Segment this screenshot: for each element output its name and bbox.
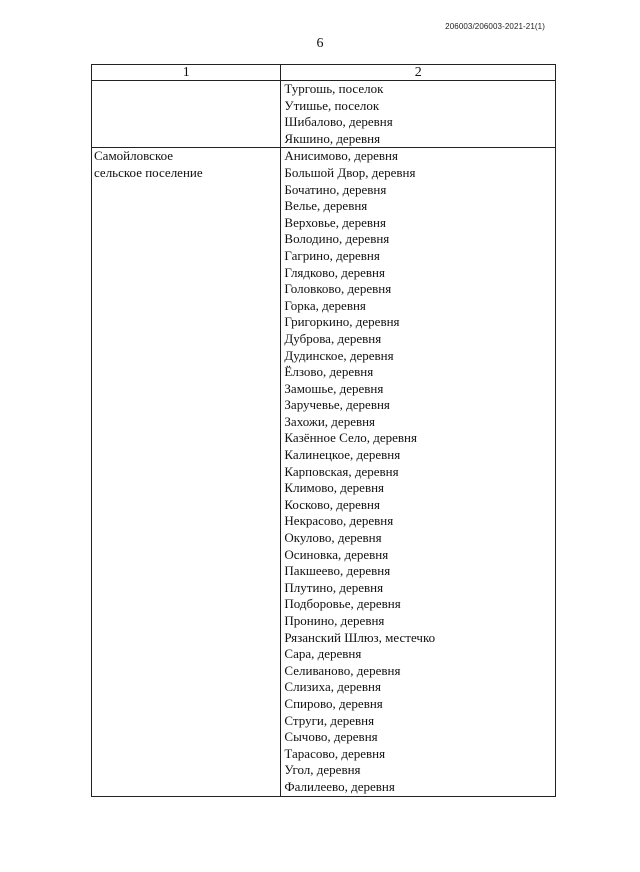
settlement-item: Гагрино, деревня (284, 247, 380, 263)
settlement-item: Анисимово, деревня (284, 148, 398, 164)
settlement-item: Дудинское, деревня (284, 347, 394, 363)
settlement-item: Подборовье, деревня (284, 596, 401, 612)
settlements-table (91, 64, 556, 797)
page-number: 6 (316, 36, 324, 51)
settlement-item: Володино, деревня (284, 231, 390, 247)
district-cell (92, 148, 281, 796)
settlement-item: Слизиха, деревня (284, 679, 381, 695)
settlement-item: Шибалово, деревня (284, 114, 393, 130)
settlement-item: Климово, деревня (284, 480, 385, 496)
column-header-2: 2 (281, 65, 556, 81)
settlement-item: Ёлзово, деревня (284, 364, 374, 380)
district-name-line: сельское поселение (94, 164, 203, 180)
settlement-item: Глядково, деревня (284, 264, 385, 280)
settlement-item: Заручевье, деревня (284, 397, 390, 413)
settlement-item: Замошье, деревня (284, 380, 384, 396)
settlement-item: Верховье, деревня (284, 214, 386, 230)
settlement-item: Якшино, деревня (284, 130, 381, 146)
settlement-item: Некрасово, деревня (284, 513, 394, 529)
settlement-item: Казённое Село, деревня (284, 430, 417, 446)
column-header-1: 1 (92, 65, 281, 81)
settlement-item: Калинецкое, деревня (284, 447, 401, 463)
settlement-item: Сара, деревня (284, 646, 362, 662)
settlement-item: Горка, деревня (284, 297, 366, 313)
settlement-item: Бочатино, деревня (284, 181, 387, 197)
settlement-item: Велье, деревня (284, 198, 368, 214)
settlement-item: Головково, деревня (284, 281, 392, 297)
table-body (92, 65, 556, 797)
settlement-item: Дуброва, деревня (284, 330, 382, 346)
settlements-cell (281, 81, 556, 148)
settlement-item: Большой Двор, деревня (284, 164, 416, 180)
settlement-item: Пронино, деревня (284, 613, 385, 628)
settlement-item: Тарасово, деревня (284, 745, 386, 761)
settlement-item: Григоркино, деревня (284, 314, 400, 330)
table-row (92, 148, 556, 796)
settlement-item: Спирово, деревня (284, 695, 383, 711)
district-name-line: Самойловское (94, 148, 174, 164)
settlement-item: Плутино, деревня (284, 579, 384, 595)
settlement-item: Пакшеево, деревня (284, 563, 391, 579)
document-code: 206003/206003-2021-21(1) (445, 22, 545, 31)
settlement-item: Струги, деревня (284, 712, 375, 728)
settlement-item: Тургошь, поселок (284, 81, 384, 96)
table-header-row (92, 65, 556, 81)
settlement-item: Карповская, деревня (284, 463, 399, 479)
table-row (92, 81, 556, 148)
district-cell (92, 81, 281, 148)
settlement-item: Окулово, деревня (284, 530, 382, 546)
settlement-item: Угол, деревня (284, 762, 361, 778)
settlement-item: Фалилеево, деревня (284, 778, 395, 794)
settlement-item: Косково, деревня (284, 496, 380, 512)
settlement-item: Осиновка, деревня (284, 546, 389, 562)
settlement-item: Рязанский Шлюз, местечко (284, 629, 436, 645)
settlement-item: Утишье, поселок (284, 97, 380, 113)
settlements-cell (281, 148, 556, 796)
settlement-item: Сычово, деревня (284, 729, 378, 745)
settlement-item: Захожи, деревня (284, 413, 376, 429)
settlement-item: Селиваново, деревня (284, 662, 401, 678)
